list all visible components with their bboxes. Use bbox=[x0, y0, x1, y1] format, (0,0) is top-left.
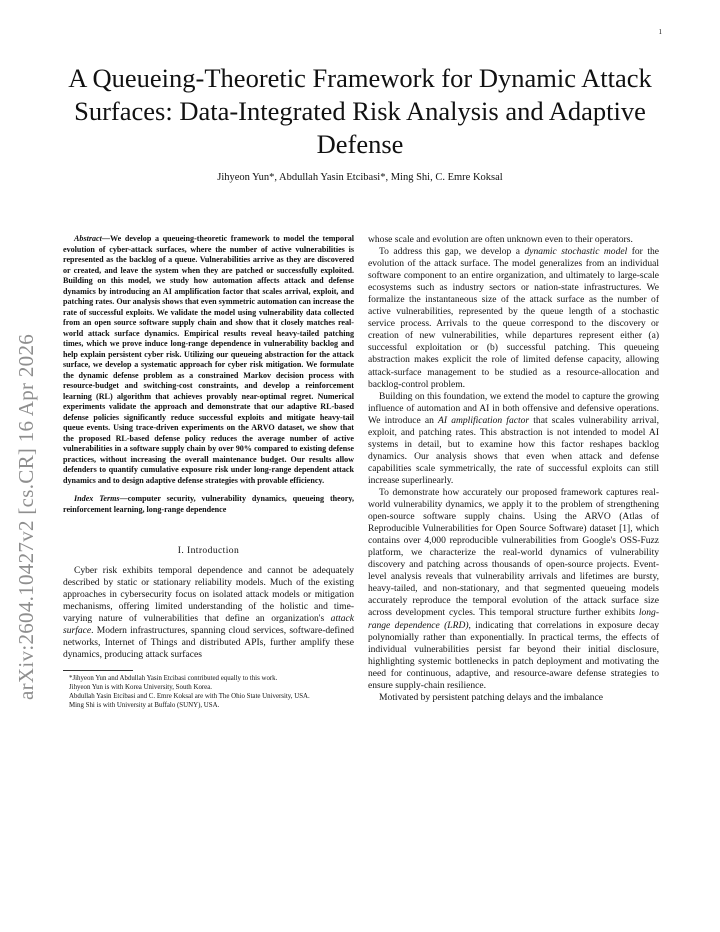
intro-paragraph-3 bbox=[368, 391, 659, 487]
footnotes bbox=[63, 675, 354, 710]
intro-p4-text-a: To demonstrate how accurately our proposed framework captures real-world vulnerability dynamics, we apply it to the problem of strengthening open-source software supply chains. Using the ARVO (Atlas of Reproducible Vulnerabilities for Open Source Software) dataset [1], which contains over 4,000 reproducible vulnerabilities from Google's OSS-Fuzz platform, we characterize the real-world dynamics of vulnerability discovery and patching across thousands of open-source projects. Event-level analysis reveals that vulnerability arrivals and lifetimes are bursty, heavy-tailed, and non-stationary, and that segmented queueing models accurately reproduce the temporal evolution of the attack surface size across development cycles. This temporal structure further exhibits bbox=[368, 486, 659, 619]
right-column bbox=[368, 234, 659, 704]
author-list: Jihyeon Yun*, Abdullah Yasin Etcibasi*, Ming Shi, C. Emre Koksal bbox=[217, 172, 503, 183]
section-heading-introduction: I. Introduction bbox=[177, 545, 240, 556]
footnote-divider bbox=[63, 670, 133, 671]
intro-p3-emphasis: AI amplification factor bbox=[438, 414, 530, 426]
intro-p2-text-b: for the evolution of the attack surface. The model generalizes from an individual software component to an entire organization, and ultimately to large-scale ecosystems such as industry sectors or nation-state infrastructures. We formalize the instantaneous size of the attack surface as the number of active vulnerabilities, represented by the queue length of a stochastic service process. Arrivals to the queue correspond to the discovery or creation of new vulnerabilities, while departures represent either (a) successful exploitation or (b) successful patching. This queueing abstraction makes explicit the role of limited defense capacity, allowing attack-surface management to be studied as a resource-allocation and backlog-control problem. bbox=[368, 246, 659, 390]
page-number: 1 bbox=[658, 28, 662, 36]
footnote-equal-contribution: *Jihyeon Yun and Abdullah Yasin Etcibasi contributed equally to this work. bbox=[69, 675, 278, 683]
intro-paragraph-1 bbox=[63, 565, 354, 661]
index-terms-text: computer security, vulnerability dynamics, queueing theory, reinforcement learning, long-range dependence bbox=[63, 494, 354, 514]
intro-p3-text-a: Building on this foundation, we extend the model to capture the growing influence of automation and AI in both offensive and defensive operations. We introduce an bbox=[368, 390, 659, 426]
intro-p1-emphasis: attack surface bbox=[63, 613, 354, 637]
index-terms: Index Terms—computer security, vulnerability dynamics, queueing theory, reinforcement learning, long-range dependence bbox=[63, 494, 354, 514]
paper-title: A Queueing-Theoretic Framework for Dynamic Attack Surfaces: Data-Integrated Risk Analysis and Adaptive Defense bbox=[68, 63, 652, 159]
index-terms-label: Index Terms bbox=[74, 494, 120, 503]
abstract: Abstract—We develop a queueing-theoretic framework to model the temporal evolution of cyber-attack surfaces, where the number of active vulnerabilities is represented as the backlog of a queue. Vulnerabilities arrive as they are discovered or created, and leave the system when they are patched or successfully exploited. Building on this model, we study how automation affects attack and defense dynamics by introducing an AI amplification factor that scales arrival, exploit, and patching rates. Our analysis shows that even symmetric automation can increase the rate of successful exploits. We validate the model using vulnerability data collected from an open source software supply chain and show that it closely matches real-world attack surface dynamics. Empirical results reveal heavy-tailed patching times, which we prove induce long-range dependence in vulnerability backlog and help explain persistent cyber risk. Utilizing our queueing abstraction for the attack surface, we develop a systematic approach for cyber risk mitigation. We formulate the dynamic defense problem as a constrained Markov decision process with resource-budget and switching-cost constraints, and develop a reinforcement learning (RL) algorithm that achieves provably near-optimal regret. Numerical experiments validate the approach and demonstrate that our adaptive RL-based defense policies significantly reduce successful exploits and mitigate heavy-tail queue events. Using trace-driven experiments on the ARVO dataset, we show that the proposed RL-based defense policy reduces the average number of active vulnerabilities in a software supply chain by over 90% compared to existing defense practices, without increasing the overall maintenance budget. Our results allow defenders to quantify cumulative exposure risk under long-range dependent attack dynamics and to design adaptive defense strategies with provable efficiency. bbox=[63, 234, 354, 485]
intro-p2-text-a: To address this gap, we develop a bbox=[379, 246, 525, 258]
intro-paragraph-continued: whose scale and evolution are often unknown even to their operators. bbox=[368, 234, 633, 245]
intro-paragraph-2 bbox=[368, 246, 659, 391]
intro-p4-text-b: , indicating that correlations in exposure decay polynomially rather than exponentially. In practical terms, the effects of individual vulnerabilities persist far beyond their initial disclosure, highlighting systemic bottlenecks in patch deployment and motivating the need for continuous, adaptive, and resource-aware defense strategies to ensure supply-chain resilience. bbox=[368, 619, 659, 691]
footnote-affiliation-etcibasi-koksal: Abdullah Yasin Etcibasi and C. Emre Koksal are with The Ohio State University, USA. bbox=[69, 693, 310, 701]
abstract-label: Abstract bbox=[74, 234, 102, 243]
intro-p4-emphasis: long-range dependence (LRD) bbox=[368, 607, 659, 631]
footnote-affiliation-yun: Jihyeon Yun is with Korea University, South Korea. bbox=[69, 684, 213, 692]
intro-p1-text-a: Cyber risk exhibits temporal dependence and cannot be adequately described by static or stationary reliability models. Much of the existing approaches in cybersecurity focus on isolated attack models or mitigation mechanisms, offering limited understanding of the holistic and time-varying nature of vulnerabilities that define an organization's bbox=[63, 565, 354, 625]
intro-p3-text-b: that scales vulnerability arrival, exploit, and patching rates. This abstraction is not intended to model AI systems in detail, but to examine how this factor reshapes backlog dynamics. Our analysis shows that even when attack and defense capabilities scale symmetrically, the rate of successful exploits can still increase superlinearly. bbox=[368, 414, 659, 486]
intro-paragraph-5: Motivated by persistent patching delays and the imbalance bbox=[379, 691, 604, 703]
footnote-affiliation-shi: Ming Shi is with University at Buffalo (SUNY), USA. bbox=[69, 701, 220, 709]
left-column bbox=[63, 234, 354, 711]
intro-p2-emphasis: dynamic stochastic model bbox=[524, 246, 628, 258]
arxiv-stamp: arXiv:2604.10427v2 [cs.CR] 16 Apr 2026 bbox=[14, 333, 38, 700]
intro-paragraph-4 bbox=[368, 487, 659, 692]
intro-p1-text-b: . Modern infrastructures, spanning cloud services, software-defined networks, Internet of Things and distributed APIs, further amplify these dynamics, producing attack surfaces bbox=[63, 625, 354, 661]
abstract-text: We develop a queueing-theoretic framework to model the temporal evolution of cyber-attack surfaces, where the number of active vulnerabilities is represented as the backlog of a queue. Vulnerabilities arrive as they are discovered or created, and leave the system when they are patched or successfully exploited. Building on this model, we study how automation affects attack and defense dynamics by introducing an AI amplification factor that scales arrival, exploit, and patching rates. Our analysis shows that even symmetric automation can increase the rate of successful exploits. We validate the model using vulnerability data collected from an open source software supply chain and show that it closely matches real-world attack surface dynamics. Empirical results reveal heavy-tailed patching times, which we prove induce long-range dependence in vulnerability backlog and help explain persistent cyber risk. Utilizing our queueing abstraction for the attack surface, we develop a systematic approach for cyber risk mitigation. We formulate the dynamic defense problem as a constrained Markov decision process with resource-budget and switching-cost constraints, and develop a reinforcement learning (RL) algorithm that achieves provably near-optimal regret. Numerical experiments validate the approach and demonstrate that our adaptive RL-based defense policies significantly reduce successful exploits and mitigate heavy-tail queue events. Using trace-driven experiments on the ARVO dataset, we show that the proposed RL-based defense policy reduces the average number of active vulnerabilities in a software supply chain by over 90% compared to existing defense practices, without increasing the overall maintenance budget. Our results allow defenders to quantify cumulative exposure risk under long-range dependent attack dynamics and to design adaptive defense strategies with provable efficiency. bbox=[63, 234, 354, 485]
